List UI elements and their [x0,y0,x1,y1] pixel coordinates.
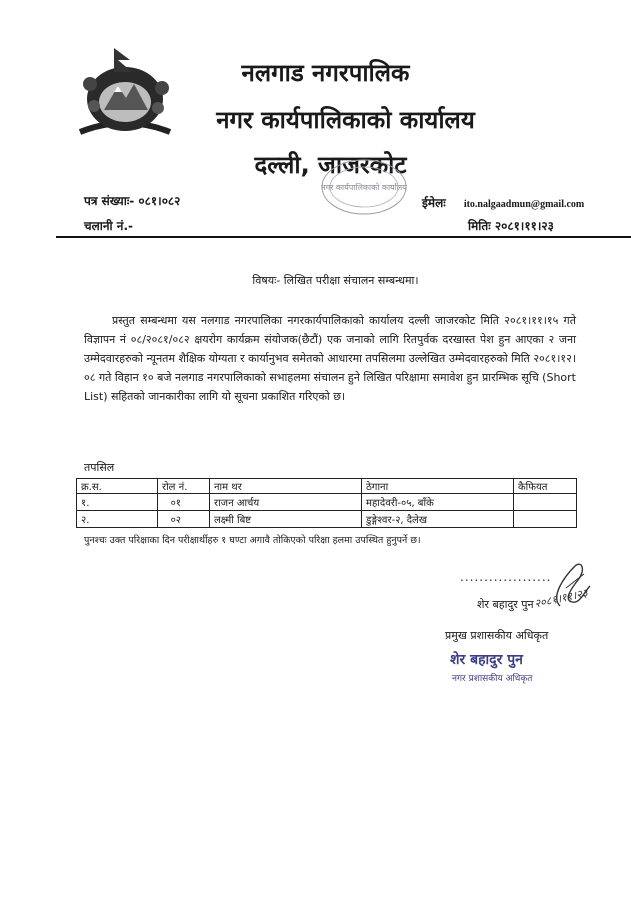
date-line [468,217,554,234]
table-header: कैफियत [514,479,577,494]
table-row [77,494,577,511]
table-cell [514,511,577,528]
table-cell: डुङ्गेश्वर-२, दैलेख [362,511,514,528]
office-address: दल्ली, जाजरकोट [254,151,407,179]
chalani-number [84,217,133,234]
email-label: ईमेलः [422,196,446,210]
chalani-label: चलानी नं.- [84,219,134,233]
table-row [77,511,577,528]
table-cell [514,494,577,511]
table-cell: २. [77,511,158,528]
handwritten-date: २०८१।११।२३ [533,586,589,611]
table-cell: लक्ष्मी बिष्ट [210,511,362,528]
table-cell: ०२ [158,511,210,528]
table-cell: ०१ [158,494,210,511]
emblem-caption: नेपाल सरकार [110,131,140,138]
stamp-text: नगर कार्यपालिकाको कार्यालय [321,183,407,192]
table-cell: राजन आर्चय [210,494,362,511]
tapsil-label: तपसिल [84,461,115,474]
table-header-row [77,479,577,494]
body-paragraph: प्रस्तुत सम्बन्धमा यस नलगाड नगरपालिका नगरकार्यपालिकाको कार्यालय दल्ली जाजरकोट मिति २०८१।११।१५ गते विज्ञापन नं ०८/२०८१/०८२ क्षयरोग कार्यक्रम संयोजक(छैटौं) एक जनाको लागि रितपुर्वक दरखास्त पेश हुन आएका २ जना उम्मेदवारहरुको न्यूनतम शैक्षिक योग्यता र कार्यानुभव समेतको आधारमा तपसिलमा उल्लेखित उम्मेदवारहरुको मिति २०८१।१२।०८ गते विहान १० बजे नलगाड नगरपालिकाको सभाहलमा संचालन हुने लिखित परिक्षामा समावेश हुन प्रारम्भिक सूचि (Short List) सहितको जानकारीका लागि यो सूचना प्रकाशित गरिएको छ। [84,314,576,403]
signature-dots: ................... [460,570,552,584]
name-stamp: शेर बहादुर पुन [450,652,523,668]
office-name: नगर कार्यपालिकाको कार्यालय [216,106,475,134]
table-header: ठेगाना [362,479,514,494]
patra-value: ०८१।०८२ [138,194,181,208]
date-label: मितिः [468,219,491,233]
date-value: २०८१।११।२३ [494,219,554,233]
patra-label: पत्र संख्याः- [84,194,135,208]
patra-sankhya [84,192,180,209]
email-value[interactable]: ito.nalgaadmun@gmail.com [463,199,585,210]
table-header: रोल नं. [158,479,210,494]
signer-name: शेर बहादुर पुन [477,598,534,611]
table-header: क्र.स. [77,479,158,494]
postscript-note: पुनश्चः उक्त परिक्षाका दिन परीक्षार्थीहरु १ घण्टा अगावै तोकिएको परिक्षा हलमा उपस्थित हुनुपर्ने छ। [84,535,421,546]
candidate-table [76,478,577,528]
signer-position: प्रमुख प्रशासकीय अधिकृत [445,629,549,642]
table-cell: १. [77,494,158,511]
table-cell: महादेवरी-०५, बाँके [362,494,514,511]
org-name: नलगाड नगरपालिक [241,59,410,87]
header-divider [56,236,631,238]
position-stamp: नगर प्रशासकीय अधिकृत [452,674,533,684]
table-header: नाम थर [210,479,362,494]
email-line [422,194,584,211]
subject-line: विषयः- लिखित परीक्षा संचालन सम्बन्धमा। [252,274,419,287]
office-stamp [318,156,410,218]
